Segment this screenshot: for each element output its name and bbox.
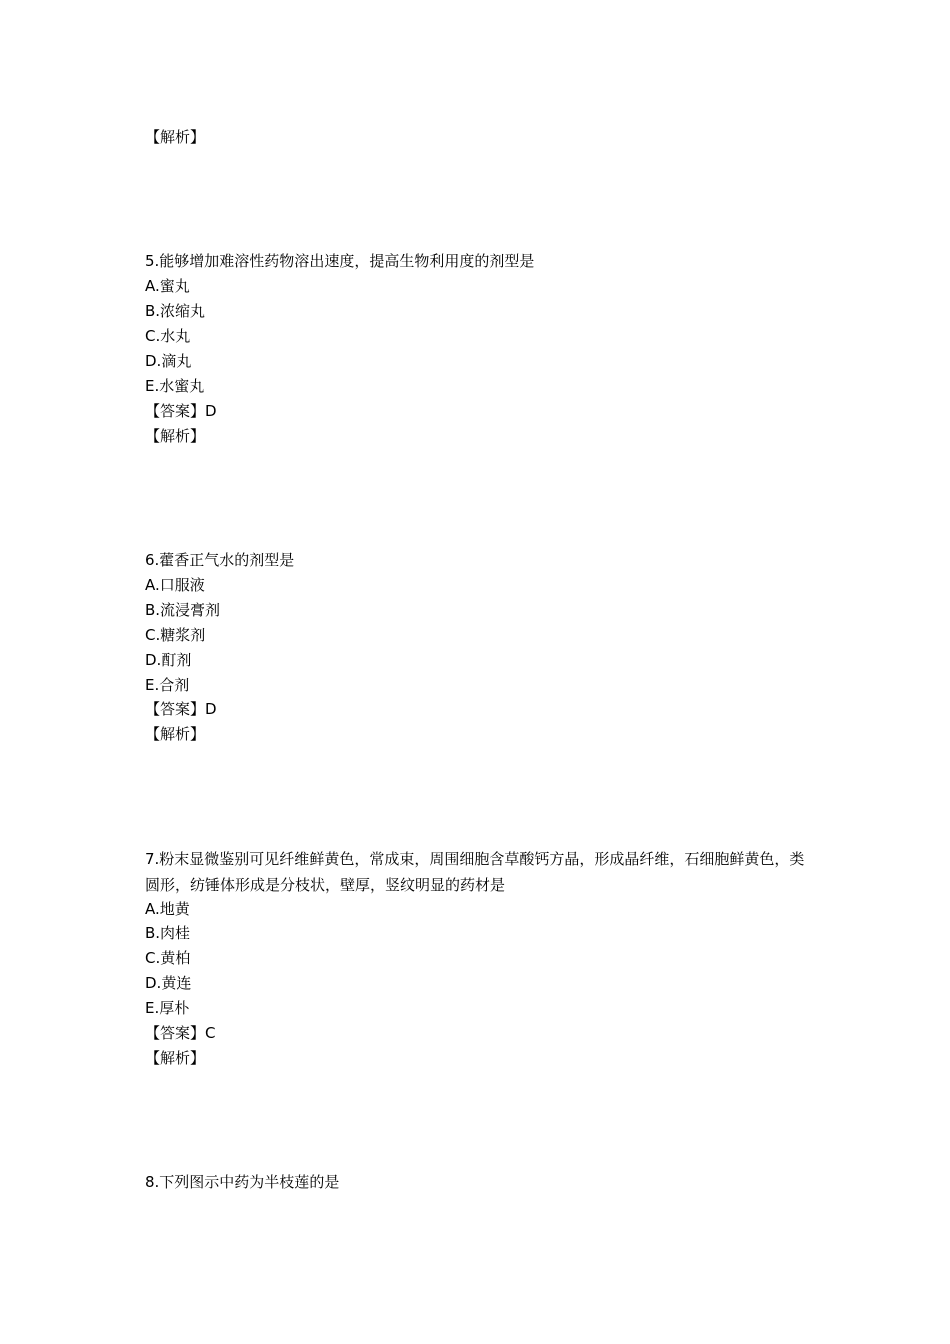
option-d: D.滴丸 bbox=[145, 352, 192, 370]
analysis-label: 【解析】 bbox=[145, 427, 206, 445]
question-stem: 8.下列图示中药为半枝莲的是 bbox=[145, 1173, 340, 1191]
analysis-label: 【解析】 bbox=[145, 1049, 206, 1067]
option-e: E.水蜜丸 bbox=[145, 377, 205, 395]
question-stem: 6.藿香正气水的剂型是 bbox=[145, 551, 295, 569]
answer-label: 【答案】C bbox=[145, 1024, 216, 1042]
option-c: C.水丸 bbox=[145, 327, 191, 345]
option-d: D.酊剂 bbox=[145, 651, 192, 669]
answer-label: 【答案】D bbox=[145, 402, 217, 420]
option-a: A.口服液 bbox=[145, 576, 205, 594]
option-b: B.浓缩丸 bbox=[145, 302, 206, 320]
answer-label: 【答案】D bbox=[145, 700, 217, 718]
option-a: A.地黄 bbox=[145, 900, 190, 918]
option-e: E.厚朴 bbox=[145, 999, 190, 1017]
analysis-label: 【解析】 bbox=[145, 725, 206, 743]
previous-analysis-label: 【解析】 bbox=[145, 128, 206, 146]
option-c: C.糖浆剂 bbox=[145, 626, 206, 644]
option-c: C.黄柏 bbox=[145, 949, 191, 967]
option-a: A.蜜丸 bbox=[145, 277, 190, 295]
option-e: E.合剂 bbox=[145, 676, 190, 694]
option-d: D.黄连 bbox=[145, 974, 192, 992]
option-b: B.肉桂 bbox=[145, 924, 191, 942]
question-stem: 7.粉末显微鉴别可见纤维鲜黄色，常成束，周围细胞含草酸钙方晶，形成晶纤维，石细胞鲜黄色，类圆形，纺锤体形成是分枝状，壁厚，竖纹明显的药材是 bbox=[145, 850, 805, 894]
question-stem: 5.能够增加难溶性药物溶出速度，提高生物利用度的剂型是 bbox=[145, 252, 535, 270]
option-b: B.流浸膏剂 bbox=[145, 601, 221, 619]
